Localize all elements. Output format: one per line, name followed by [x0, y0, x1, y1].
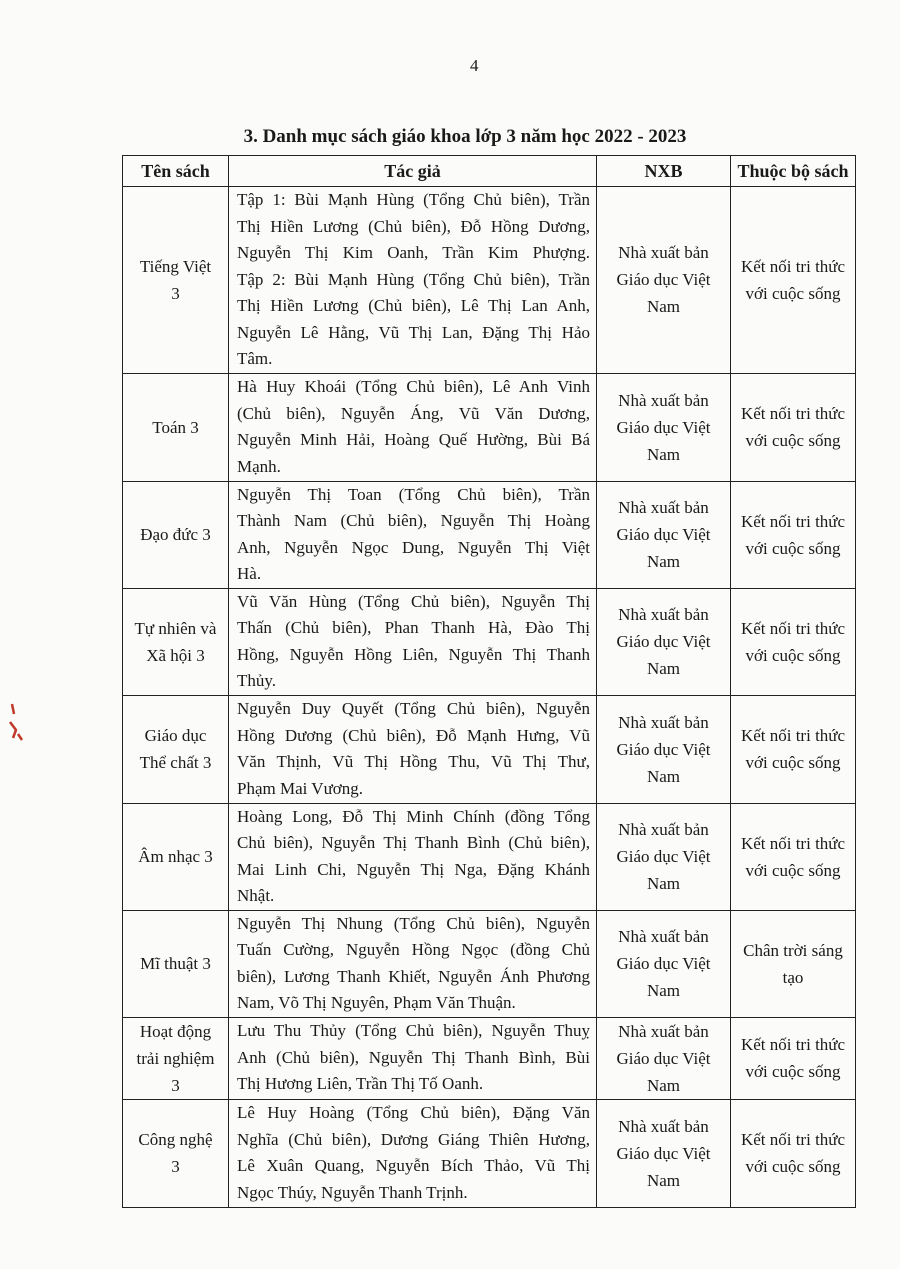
series-cell-line: với cuộc sống: [745, 645, 841, 665]
authors-cell-line: Thành Nam (Chủ biên), Nguyễn Thị Hoàng: [237, 511, 590, 530]
table-row: [123, 1017, 856, 1099]
publisher-cell-line: Nam: [646, 444, 681, 464]
publisher-cell: [597, 1017, 731, 1099]
authors-cell-line: biên), Lương Thanh Khiết, Nguyễn Ánh Phương: [237, 966, 590, 986]
authors-cell: [229, 187, 597, 374]
authors-cell-line: Hồng, Nguyễn Hồng Liên, Nguyễn Thị Thanh: [237, 644, 590, 664]
authors-cell-line: Vũ Văn Hùng (Tổng Chủ biên), Nguyễn Thị: [237, 591, 590, 611]
book-name-cell-line: Âm nhạc 3: [138, 847, 213, 866]
publisher-cell-line: Nam: [646, 659, 681, 678]
table-row: [123, 910, 856, 1017]
publisher-cell-line: Giáo dục Việt: [616, 632, 711, 651]
book-name-cell-line: Hoạt động: [139, 1021, 212, 1041]
book-name-cell-line: Thể chất 3: [139, 753, 212, 772]
authors-cell: [229, 803, 597, 910]
publisher-cell: [597, 803, 731, 910]
authors-cell-line: Hoàng Long, Đỗ Thị Minh Chính (đồng Tổng: [237, 806, 590, 826]
publisher-cell-line: Giáo dục Việt: [616, 1143, 711, 1163]
book-name-cell: [123, 373, 229, 481]
series-cell: [731, 910, 856, 1017]
publisher-cell: [597, 910, 731, 1017]
publisher-cell-line: Nhà xuất bản: [618, 1021, 709, 1041]
publisher-cell: [597, 187, 731, 374]
authors-cell-line: Nguyễn Lê Hằng, Vũ Thị Lan, Đặng Thị Hảo: [237, 322, 590, 342]
book-name-cell: [123, 803, 229, 910]
authors-cell-line: Hà.: [237, 564, 262, 583]
authors-cell: [229, 588, 597, 695]
red-stamp-mark: [4, 700, 26, 748]
book-name-cell-line: Toán 3: [152, 417, 199, 437]
publisher-cell-line: Giáo dục Việt: [616, 739, 711, 759]
series-cell-line: Chân trời sáng: [743, 940, 843, 960]
authors-cell-line: Hà Huy Khoái (Tổng Chủ biên), Lê Anh Vinh: [237, 377, 590, 396]
publisher-cell-line: Nam: [646, 766, 681, 786]
series-cell: [731, 803, 856, 910]
series-cell: [731, 373, 856, 481]
authors-cell-line: Nghĩa (Chủ biên), Dương Giáng Thiên Hương,: [237, 1129, 590, 1149]
book-name-cell: [123, 910, 229, 1017]
series-cell-line: với cuộc sống: [745, 753, 841, 772]
page-number: 4: [470, 56, 479, 75]
authors-cell-line: Tập 1: Bùi Mạnh Hùng (Tổng Chủ biên), Trần: [237, 190, 590, 209]
publisher-cell-line: Nhà xuất bản: [618, 712, 709, 732]
series-cell-line: Kết nối tri thức: [740, 1130, 846, 1149]
authors-cell-line: Nhật.: [237, 886, 275, 905]
series-cell-line: với cuộc sống: [745, 1157, 841, 1176]
authors-cell: [229, 1099, 597, 1207]
header-authors: Tác giả: [229, 156, 597, 187]
authors-cell-line: Nguyễn Thị Kim Oanh, Trần Kim Phượng.: [237, 243, 590, 262]
authors-cell-line: Thấn (Chủ biên), Phan Thanh Hà, Đào Thị: [237, 618, 590, 637]
publisher-cell-line: Nam: [646, 1075, 681, 1095]
publisher-cell-line: Nam: [646, 297, 681, 317]
table-row: [123, 588, 856, 695]
series-cell: [731, 481, 856, 588]
authors-cell: [229, 695, 597, 803]
series-cell-line: với cuộc sống: [745, 1062, 841, 1081]
table-row: [123, 481, 856, 588]
table-row: [123, 1099, 856, 1207]
authors-cell-line: (Chủ biên), Nguyễn Áng, Vũ Văn Dương,: [237, 403, 590, 423]
authors-cell-line: Nguyễn Duy Quyết (Tổng Chủ biên), Nguyễn: [237, 699, 590, 718]
book-name-cell-line: Mĩ thuật 3: [140, 954, 211, 973]
publisher-cell-line: Nhà xuất bản: [618, 498, 709, 517]
authors-cell-line: Tâm.: [237, 349, 273, 368]
authors-cell-line: Thị Hiền Lương (Chủ biên), Lê Thị Lan Anh,: [237, 296, 590, 315]
publisher-cell-line: Nam: [646, 552, 681, 571]
publisher-cell: [597, 481, 731, 588]
authors-cell-line: Lê Xuân Quang, Nguyễn Bích Thảo, Vũ Thị: [237, 1156, 590, 1175]
authors-cell-line: Nguyễn Minh Hải, Hoàng Quế Hường, Bùi Bá: [237, 430, 590, 449]
authors-cell-line: Hồng Dương (Chủ biên), Đỗ Mạnh Hưng, Vũ: [237, 725, 590, 745]
series-cell-line: với cuộc sống: [745, 431, 841, 450]
publisher-cell-line: Giáo dục Việt: [616, 847, 711, 866]
series-cell-line: với cuộc sống: [745, 538, 841, 558]
series-cell-line: Kết nối tri thức: [740, 256, 846, 276]
authors-cell-line: Tuấn Cường, Nguyễn Hồng Ngọc (đồng Chủ: [237, 940, 590, 959]
header-series: Thuộc bộ sách: [731, 156, 856, 187]
publisher-cell: [597, 373, 731, 481]
authors-cell-line: Thị Hiền Lương (Chủ biên), Đỗ Hồng Dương,: [237, 216, 590, 236]
publisher-cell-line: Giáo dục Việt: [616, 417, 711, 437]
series-cell: [731, 1099, 856, 1207]
authors-cell-line: Lưu Thu Thủy (Tổng Chủ biên), Nguyễn Thuỵ: [237, 1021, 590, 1041]
publisher-cell-line: Nhà xuất bản: [618, 927, 709, 946]
publisher-cell: [597, 695, 731, 803]
authors-cell: [229, 373, 597, 481]
publisher-cell: [597, 1099, 731, 1207]
publisher-cell-line: Nhà xuất bản: [618, 1116, 709, 1136]
authors-cell-line: Nam, Võ Thị Nguyên, Phạm Văn Thuận.: [237, 993, 516, 1012]
book-name-cell-line: Tiếng Việt: [139, 256, 212, 276]
book-name-cell-line: trải nghiệm: [136, 1048, 215, 1068]
series-cell: [731, 588, 856, 695]
book-name-cell-line: Đạo đức 3: [140, 525, 211, 544]
series-cell: [731, 1017, 856, 1099]
table-row: [123, 373, 856, 481]
book-name-cell-line: 3: [171, 283, 180, 303]
authors-cell-line: Mai Linh Chi, Nguyễn Thị Nga, Đặng Khánh: [237, 859, 590, 879]
table-row: [123, 695, 856, 803]
authors-cell-line: Lê Huy Hoàng (Tổng Chủ biên), Đặng Văn: [237, 1103, 590, 1122]
book-name-cell: [123, 695, 229, 803]
series-cell-line: Kết nối tri thức: [740, 404, 846, 423]
authors-cell-line: Anh (Chủ biên), Nguyễn Thị Thanh Bình, Bùi: [237, 1047, 590, 1067]
book-name-cell: [123, 1017, 229, 1099]
authors-cell-line: Mạnh.: [237, 456, 281, 476]
authors-cell-line: Nguyễn Thị Nhung (Tổng Chủ biên), Nguyễn: [237, 913, 590, 933]
authors-cell-line: Anh, Nguyễn Ngọc Dung, Nguyễn Thị Việt: [237, 537, 590, 557]
series-cell-line: tạo: [782, 967, 804, 987]
table-header-row: [123, 156, 856, 187]
header-publisher: NXB: [597, 156, 731, 187]
authors-cell-line: Tập 2: Bùi Mạnh Hùng (Tổng Chủ biên), Trần: [237, 269, 590, 289]
publisher-cell-line: Giáo dục Việt: [616, 525, 711, 544]
authors-cell-line: Ngọc Thúy, Nguyễn Thanh Trịnh.: [237, 1182, 468, 1202]
book-name-cell-line: Tự nhiên và: [134, 618, 217, 638]
series-cell: [731, 695, 856, 803]
publisher-cell-line: Nam: [646, 1170, 681, 1190]
authors-cell-line: Nguyễn Thị Toan (Tổng Chủ biên), Trần: [237, 484, 590, 504]
authors-cell: [229, 481, 597, 588]
publisher-cell-line: Giáo dục Việt: [616, 270, 711, 290]
series-cell-line: với cuộc sống: [745, 860, 841, 880]
series-cell-line: Kết nối tri thức: [740, 1035, 846, 1054]
section-title: 3. Danh mục sách giáo khoa lớp 3 năm học 2022 - 2023: [243, 126, 687, 147]
publisher-cell-line: Nhà xuất bản: [618, 390, 709, 410]
table-row: [123, 187, 856, 374]
authors-cell-line: Thị Hương Liên, Trần Thị Tố Oanh.: [237, 1074, 484, 1094]
series-cell-line: Kết nối tri thức: [740, 833, 846, 853]
book-name-cell-line: 3: [171, 1075, 180, 1095]
series-cell-line: Kết nối tri thức: [740, 511, 846, 531]
authors-cell-line: Văn Thịnh, Vũ Thị Hồng Thu, Vũ Thị Thư,: [237, 752, 590, 771]
authors-cell: [229, 1017, 597, 1099]
authors-cell-line: Thủy.: [237, 671, 277, 690]
publisher-cell-line: Giáo dục Việt: [616, 1048, 711, 1068]
publisher-cell-line: Nhà xuất bản: [618, 605, 709, 624]
publisher-cell: [597, 588, 731, 695]
authors-cell: [229, 910, 597, 1017]
series-cell-line: Kết nối tri thức: [740, 726, 846, 745]
series-cell-line: với cuộc sống: [745, 283, 841, 303]
book-name-cell: [123, 187, 229, 374]
publisher-cell-line: Nam: [646, 981, 681, 1000]
authors-cell-line: Phạm Mai Vương.: [237, 778, 364, 798]
book-name-cell: [123, 481, 229, 588]
textbook-table: [122, 155, 856, 1208]
book-name-cell: [123, 1099, 229, 1207]
book-name-cell-line: Xã hội 3: [146, 645, 205, 665]
book-name-cell: [123, 588, 229, 695]
book-name-cell-line: Công nghệ: [138, 1130, 213, 1149]
book-name-cell-line: 3: [171, 1157, 180, 1176]
publisher-cell-line: Giáo dục Việt: [616, 954, 711, 973]
header-book-name: Tên sách: [123, 156, 229, 187]
publisher-cell-line: Nhà xuất bản: [618, 820, 709, 839]
series-cell: [731, 187, 856, 374]
book-name-cell-line: Giáo dục: [144, 726, 207, 745]
table-row: [123, 803, 856, 910]
publisher-cell-line: Nam: [646, 874, 681, 893]
series-cell-line: Kết nối tri thức: [740, 618, 846, 638]
authors-cell-line: Chủ biên), Nguyễn Thị Thanh Bình (Chủ biên),: [237, 833, 590, 852]
publisher-cell-line: Nhà xuất bản: [618, 243, 709, 263]
